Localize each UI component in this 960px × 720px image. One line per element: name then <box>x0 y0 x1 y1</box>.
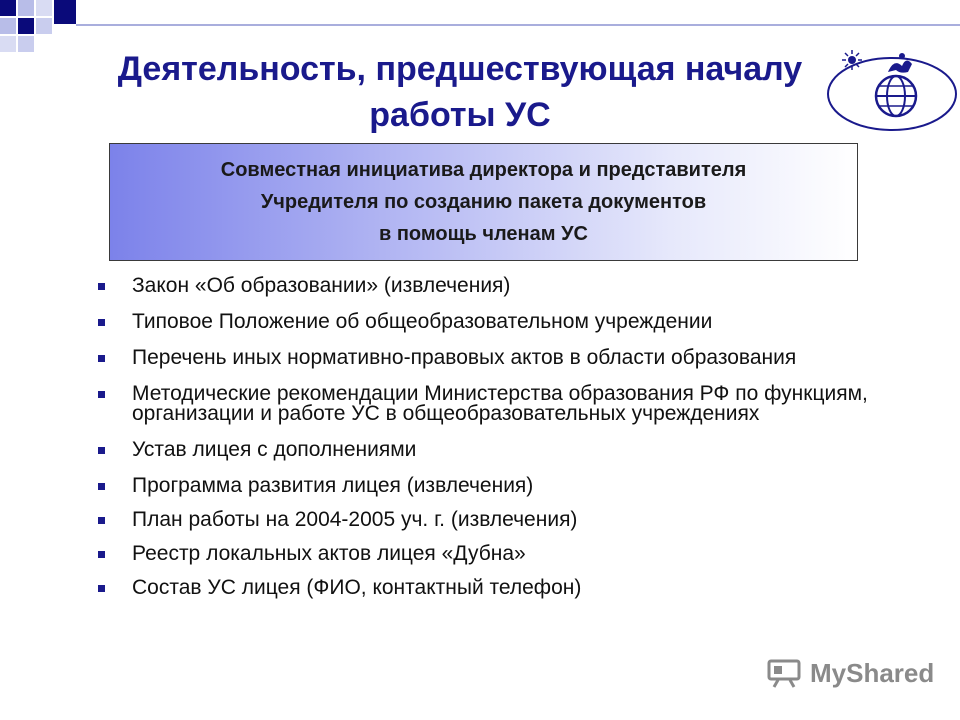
header-divider <box>76 24 960 26</box>
list-item: Состав УС лицея (ФИО, контактный телефон) <box>96 578 916 598</box>
bullet-icon <box>98 319 105 326</box>
list-item: Типовое Положение об общеобразовательном учреждении <box>96 312 916 332</box>
box-line: в помощь членам УС <box>379 223 588 245</box>
box-line: Совместная инициатива директора и представителя <box>220 159 747 181</box>
decor-square <box>18 0 34 16</box>
bullet-icon <box>98 517 105 524</box>
decor-square <box>54 0 76 24</box>
bullet-icon <box>98 391 105 398</box>
list-item: План работы на 2004-2005 уч. г. (извлечения) <box>96 510 916 530</box>
decor-square <box>0 0 16 16</box>
slide-title: Деятельность, предшествующая началу работы УС <box>117 50 803 134</box>
list-item: Реестр локальных актов лицея «Дубна» <box>96 544 916 564</box>
list-item: Устав лицея с дополнениями <box>96 440 916 460</box>
decor-square <box>36 0 52 16</box>
document-list <box>96 276 916 598</box>
bullet-icon <box>98 283 105 290</box>
bullet-icon <box>98 585 105 592</box>
list-item: Программа развития лицея (извлечения) <box>96 476 916 496</box>
decor-square <box>36 18 52 34</box>
decor-square <box>18 36 34 52</box>
initiative-box <box>109 143 858 261</box>
bullet-icon <box>98 483 105 490</box>
box-line: Учредителя по созданию пакета документов <box>260 191 707 213</box>
list-item: Методические рекомендации Министерства образования РФ по функциям, организации и работе УС в общеобразовательных учреждениях <box>96 384 916 424</box>
decor-square <box>18 18 34 34</box>
watermark <box>766 656 934 690</box>
decor-square <box>0 36 16 52</box>
watermark-text: MyShared <box>810 657 935 688</box>
bullet-icon <box>98 355 105 362</box>
list-item: Перечень иных нормативно-правовых актов в области образования <box>96 348 916 368</box>
presentation-icon <box>766 658 802 688</box>
bullet-icon <box>98 447 105 454</box>
list-item: Закон «Об образовании» (извлечения) <box>96 276 916 296</box>
globe-logo-icon <box>818 34 960 134</box>
bullet-icon <box>98 551 105 558</box>
decor-square <box>0 18 16 34</box>
